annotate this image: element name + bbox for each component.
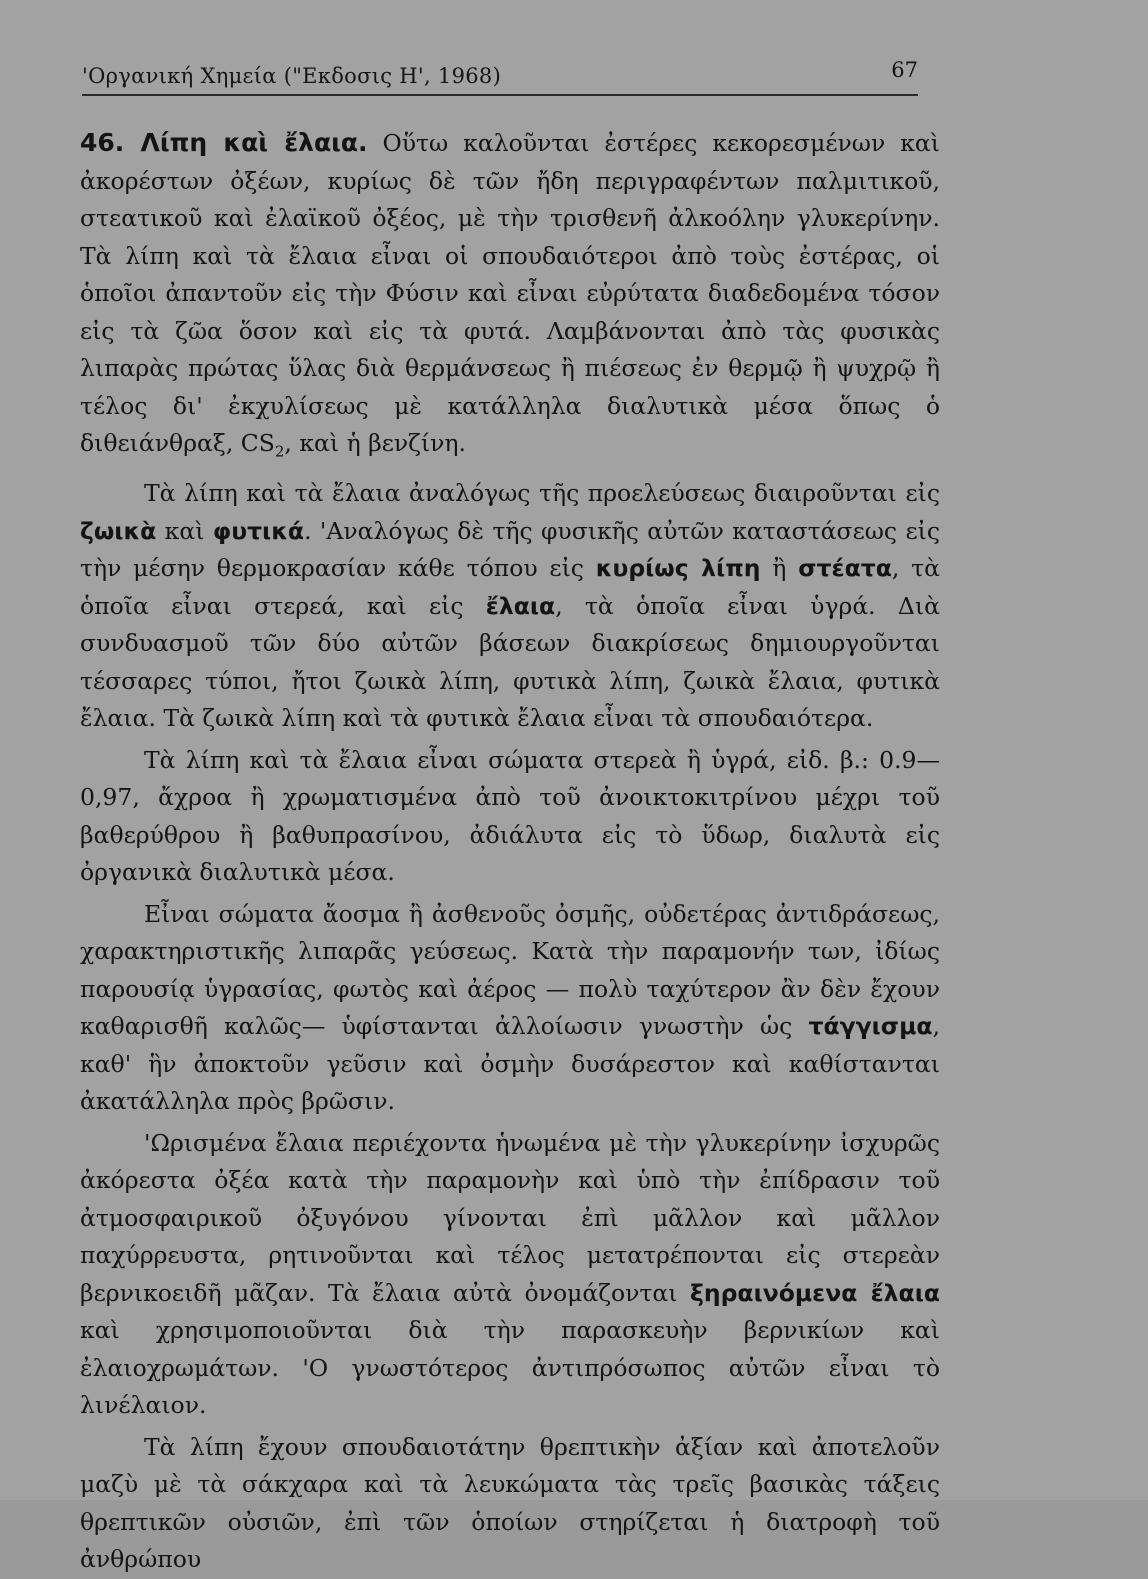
header-title: 'Οργανική Χημεία ("Εκδοσις Η', 1968) [82,64,502,88]
p2-text-e: , τὰ ὁποῖα εἶναι στερεά, καὶ εἰς [80,554,940,620]
term-taggisma: τάγγισμα [808,1012,933,1041]
term-zoika: ζωικὰ [80,516,157,545]
page-body [80,124,940,1579]
paragraph-3: Τὰ λίπη καὶ τὰ ἔλαια εἶναι σώματα στερεὰ ἢ ὑγρά, εἰδ. β.: 0.9—0,97, ἄχροα ἢ χρωματισμένα ἀπὸ τοῦ ἀνοικτοκιτρίνου μέχρι τοῦ βαθερύθρου ἢ βαθυπρασίνου, ἀδιάλυτα εἰς τὸ ὕδωρ, διαλυτὰ εἰς ὀργανικὰ διαλυτικὰ μέσα. [80,745,940,887]
p5-text-a: 'Ωρισμένα ἔλαια περιέχοντα ἡνωμένα μὲ τὴν γλυκερίνην ἰσχυρῶς ἀκόρεστα ὀξέα κατὰ τὴν παραμονὴν καὶ ὑπὸ τὴν ἐπίδρασιν τοῦ ἀτμοσφαιρικοῦ ὀξυγόνου γίνονται ἐπὶ μᾶλλον καὶ μᾶλλον παχύρρευστα, ρητινοῦνται καὶ τέλος μετατρέπονται εἰς στερεὰν βερνικοειδῆ μᾶζαν. Τὰ ἔλαια αὐτὰ ὀνομάζονται [80,1128,940,1307]
p4-text-b: , καθ' ἣν ἀποκτοῦν γεῦσιν καὶ ὀσμὴν δυσάρεστον καὶ καθίστανται ἀκατάλληλα πρὸς βρῶσιν. [80,1012,940,1116]
p2-text-f: , τὰ ὁποῖα εἶναι ὑγρά. Διὰ συνδυασμοῦ τῶν δύο αὐτῶν βάσεων διακρίσεως δημιουργοῦνται τέσσαρες τύποι, ἤτοι ζωικὰ λίπη, φυτικὰ λίπη, ζωικὰ ἔλαια, φυτικὰ ἔλαια. Τὰ ζωικὰ λίπη καὶ τὰ φυτικὰ ἔλαια εἶναι τὰ σπουδαιότερα. [80,591,940,733]
paragraph-5 [80,1125,940,1425]
section-heading: 46. Λίπη καὶ ἔλαια. [80,128,368,157]
paragraph-1-text: Οὕτω καλοῦνται ἐστέρες κεκορεσμένων καὶ ἀκορέστων ὀξέων, κυρίως δὲ τῶν ἤδη περιγραφέντων παλμιτικοῦ, στεατικοῦ καὶ ἐλαϊκοῦ ὀξέος, μὲ τὴν τρισθενῆ ἀλκοόλην γλυκερίνην. Τὰ λίπη καὶ τὰ ἔλαια εἶναι οἱ σπουδαιότεροι ἀπὸ τοὺς ἐστέρας, οἱ ὁποῖοι ἀπαντοῦν εἰς τὴν Φύσιν καὶ εἶναι εὐρύτατα διαδεδομένα τόσον εἰς τὰ ζῶα ὅσον καὶ εἰς τὰ φυτά. Λαμβάνονται ἀπὸ τὰς φυσικὰς λιπαρὰς πρώτας ὕλας διὰ θερμάνσεως ἢ πιέσεως ἐν θερμῷ ἢ ψυχρῷ ἢ τέλος δι' ἐκχυλίσεως μὲ κατάλληλα διαλυτικὰ μέσα ὅπως ὁ διθειάνθραξ, CS [80,129,940,457]
p2-text-c: . 'Αναλόγως δὲ τῆς φυσικῆς αὐτῶν καταστάσεως εἰς τὴν μέσην θερμοκρασίαν κάθε τόπου εἰς [80,516,940,583]
paragraph-1 [80,124,940,471]
page-number: 67 [891,58,918,82]
term-xirainomena-elaia: ξηραινόμενα ἔλαια [689,1278,940,1307]
paragraph-2 [80,475,940,738]
p4-text-a: Εἶναι σώματα ἄοσμα ἢ ἀσθενοῦς ὀσμῆς, οὐδετέρας ἀντιδράσεως, χαρακτηριστικῆς λιπαρᾶς γεύσεως. Κατὰ τὴν παραμονήν των, ἰδίως παρουσίᾳ ὑγρασίας, φωτὸς καὶ ἀέρος — πολὺ ταχύτερον ἂν δὲν ἔχουν καθαρισθῆ καλῶς— ὑφίστανται ἀλλοίωσιν γνωστὴν ὡς [80,899,940,1041]
paragraph-4 [80,896,940,1121]
p2-text-d: ἢ [760,554,799,583]
term-fytika: φυτικά [212,516,305,545]
p2-text-b: καὶ [156,516,213,545]
paragraph-1-end: , καὶ ἡ βενζίνη. [284,429,466,457]
running-header [82,58,918,96]
term-steata: στέατα [798,554,892,583]
p2-text-a: Τὰ λίπη καὶ τὰ ἔλαια ἀναλόγως τῆς προελεύσεως διαιροῦνται εἰς [144,479,940,508]
p5-text-b: καὶ χρησιμοποιοῦνται διὰ τὴν παρασκευὴν βερνικίων καὶ ἐλαιοχρωμάτων. 'Ο γνωστότερος ἀντιπρόσωπος αὐτῶν εἶναι τὸ λινέλαιον. [80,1316,940,1420]
subscript: 2 [274,442,285,461]
term-kyrios-lipi: κυρίως λίπη [595,554,761,583]
paragraph-6: Τὰ λίπη ἔχουν σπουδαιοτάτην θρεπτικὴν ἀξίαν καὶ ἀποτελοῦν μαζὺ μὲ τὰ σάκχαρα καὶ τὰ λευκώματα τὰς τρεῖς βασικὰς τάξεις θρεπτικῶν οὐσιῶν, ἐπὶ τῶν ὁποίων στηρίζεται ἡ διατροφὴ τοῦ ἀνθρώπου [80,1432,940,1574]
term-elaia: ἔλαια [485,591,556,620]
